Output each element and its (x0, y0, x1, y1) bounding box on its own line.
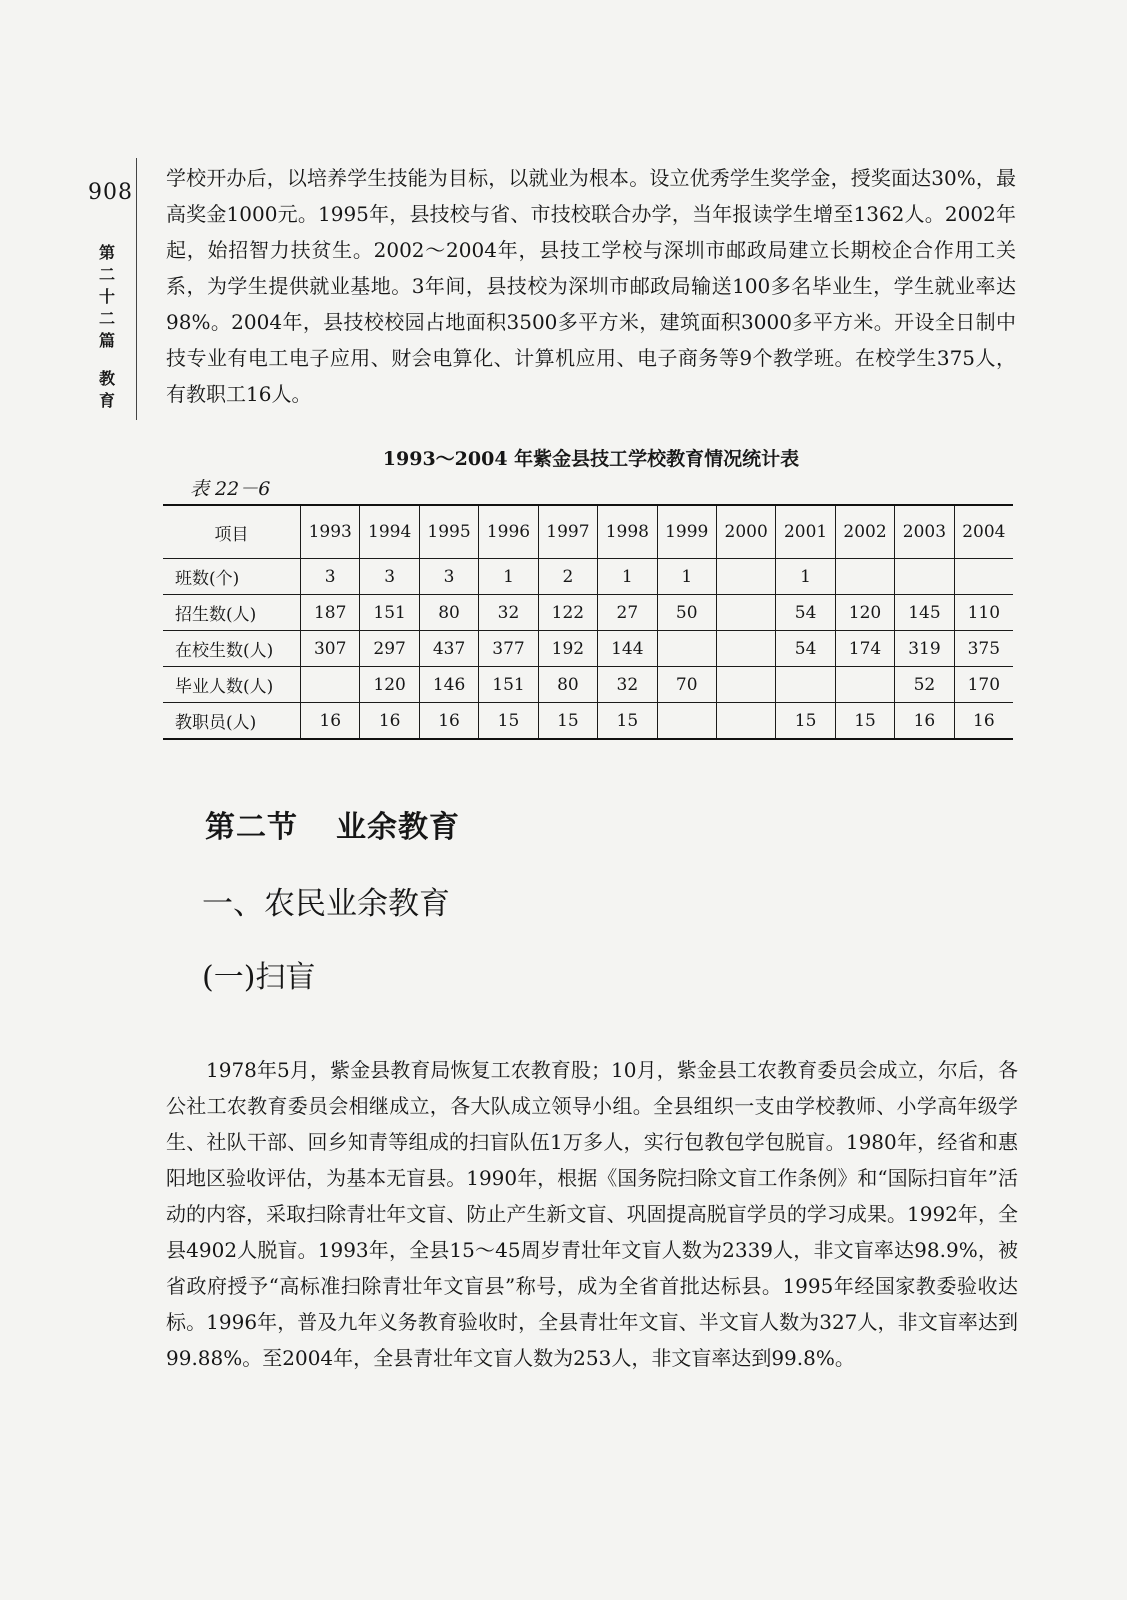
table-cell: 120 (360, 667, 419, 703)
page-number: 908 (88, 180, 133, 205)
table-cell: 151 (360, 595, 419, 631)
table-cell: 375 (954, 631, 1013, 667)
part-title-vertical (95, 242, 119, 412)
table-header-year: 1994 (360, 505, 419, 559)
table-cell: 16 (360, 703, 419, 740)
table-cell (716, 559, 775, 595)
literacy-paragraph: 1978年5月，紫金县教育局恢复工农教育股；10月，紫金县工农教育委员会成立，尔后，各公社工农教育委员会相继成立，各大队成立领导小组。全县组织一支由学校教师、小学高年级学生、社队干部、回乡知青等组成的扫盲队伍1万多人，实行包教包学包脱盲。1980年，经省和惠阳地区验收评估，为基本无盲县。1990年，根据《国务院扫除文盲工作条例》和“国际扫盲年”活动的内容，采取扫除青壮年文盲、防止产生新文盲、巩固提高脱盲学员的学习成果。1992年，全县4902人脱盲。1993年，全县15～45周岁青壮年文盲人数为2339人，非文盲率达98.9%，被省政府授予“高标准扫除青壮年文盲县”称号，成为全省首批达标县。1995年经国家教委验收达标。1996年，普及九年义务教育验收时，全县青壮年文盲、半文盲人数为327人，非文盲率达到99.88%。至2004年，全县青壮年文盲人数为253人，非文盲率达到99.8%。 (166, 1058, 1018, 1370)
table-cell (954, 559, 1013, 595)
table-cell: 16 (895, 703, 954, 740)
statistics-table (163, 504, 1013, 740)
table-cell: 3 (360, 559, 419, 595)
table-cell: 2 (538, 559, 597, 595)
table-cell: 52 (895, 667, 954, 703)
part-title-char: 教 (98, 369, 115, 388)
table-cell: 1 (657, 559, 716, 595)
table-cell: 16 (954, 703, 1013, 740)
part-title-char: 十 (98, 287, 115, 306)
section-title (205, 802, 460, 846)
table-header-item: 项目 (163, 505, 301, 559)
table-cell: 80 (538, 667, 597, 703)
table-title: 1993～2004 年紫金县技工学校教育情况统计表 (382, 448, 800, 470)
table-cell: 15 (538, 703, 597, 740)
table-cell: 15 (776, 703, 835, 740)
table-cell (835, 559, 894, 595)
table-cell: 307 (301, 631, 360, 667)
table-cell (835, 667, 894, 703)
table-cell: 187 (301, 595, 360, 631)
table-cell: 16 (301, 703, 360, 740)
section-name: 业余教育 (336, 810, 460, 845)
subsection-title: 一、农民业余教育 (202, 886, 450, 922)
part-title-char: 育 (98, 391, 115, 410)
table-cell: 50 (657, 595, 716, 631)
section-number: 第二节 (205, 810, 298, 845)
part-title-char: 二 (98, 309, 115, 328)
table-cell (716, 667, 775, 703)
table-cell: 15 (835, 703, 894, 740)
table-cell (301, 667, 360, 703)
table-cell: 3 (301, 559, 360, 595)
table-cell (716, 595, 775, 631)
table-cell (716, 703, 775, 740)
table-cell: 145 (895, 595, 954, 631)
table-cell: 319 (895, 631, 954, 667)
table-cell: 1 (479, 559, 538, 595)
subsubsection-title: (一)扫盲 (202, 960, 316, 995)
table-header-year: 1995 (419, 505, 478, 559)
table-cell: 54 (776, 595, 835, 631)
table-cell (657, 631, 716, 667)
table-header-year: 2003 (895, 505, 954, 559)
table-header-row (163, 505, 1013, 559)
table-header-year: 1999 (657, 505, 716, 559)
part-title-char: 篇 (98, 331, 115, 350)
table-header-year: 2004 (954, 505, 1013, 559)
table-cell (716, 631, 775, 667)
table-body (163, 559, 1013, 740)
table-cell: 151 (479, 667, 538, 703)
table-number: 表 22－6 (190, 478, 271, 500)
table-cell: 70 (657, 667, 716, 703)
table-header-year: 1998 (598, 505, 657, 559)
table-cell: 192 (538, 631, 597, 667)
table-cell: 437 (419, 631, 478, 667)
table-row-label: 教职员(人) (163, 703, 301, 740)
table-header-year: 1993 (301, 505, 360, 559)
table-cell (895, 559, 954, 595)
table-cell: 377 (479, 631, 538, 667)
table-cell (776, 667, 835, 703)
table-cell: 174 (835, 631, 894, 667)
table-cell: 15 (479, 703, 538, 740)
table-row (163, 559, 1013, 595)
table-cell: 16 (419, 703, 478, 740)
table-cell: 170 (954, 667, 1013, 703)
table-cell: 297 (360, 631, 419, 667)
table-row-label: 毕业人数(人) (163, 667, 301, 703)
margin-rule (136, 158, 137, 420)
part-title-char: 第 (98, 243, 115, 262)
table-cell: 120 (835, 595, 894, 631)
table-cell: 110 (954, 595, 1013, 631)
table-header-year: 2002 (835, 505, 894, 559)
table-header-year: 2000 (716, 505, 775, 559)
table-cell: 146 (419, 667, 478, 703)
table-cell (657, 703, 716, 740)
part-title-char (95, 352, 119, 368)
table-cell: 54 (776, 631, 835, 667)
table-cell: 122 (538, 595, 597, 631)
table-header-year: 1996 (479, 505, 538, 559)
table-row (163, 667, 1013, 703)
table-row (163, 631, 1013, 667)
table-cell: 1 (598, 559, 657, 595)
table-cell: 3 (419, 559, 478, 595)
table-row-label: 在校生数(人) (163, 631, 301, 667)
table-cell: 15 (598, 703, 657, 740)
table-header-year: 1997 (538, 505, 597, 559)
table-cell: 32 (479, 595, 538, 631)
table-cell: 32 (598, 667, 657, 703)
table-cell: 1 (776, 559, 835, 595)
intro-paragraph: 学校开办后，以培养学生技能为目标，以就业为根本。设立优秀学生奖学金，授奖面达30%，最高奖金1000元。1995年，县技校与省、市技校联合办学，当年报读学生增至1362人。2002年起，始招智力扶贫生。2002～2004年，县技工学校与深圳市邮政局建立长期校企合作用工关系，为学生提供就业基地。3年间，县技校为深圳市邮政局输送100多名毕业生，学生就业率达98%。2004年，县技校校园占地面积3500多平方米，建筑面积3000多平方米。开设全日制中技专业有电工电子应用、财会电算化、计算机应用、电子商务等9个教学班。在校学生375人，有教职工16人。 (166, 166, 1016, 406)
table-row (163, 595, 1013, 631)
table-row (163, 703, 1013, 740)
table-cell: 27 (598, 595, 657, 631)
table-header-year: 2001 (776, 505, 835, 559)
part-title-char: 二 (98, 265, 115, 284)
table-cell: 144 (598, 631, 657, 667)
table-row-label: 招生数(人) (163, 595, 301, 631)
table-row-label: 班数(个) (163, 559, 301, 595)
table-cell: 80 (419, 595, 478, 631)
